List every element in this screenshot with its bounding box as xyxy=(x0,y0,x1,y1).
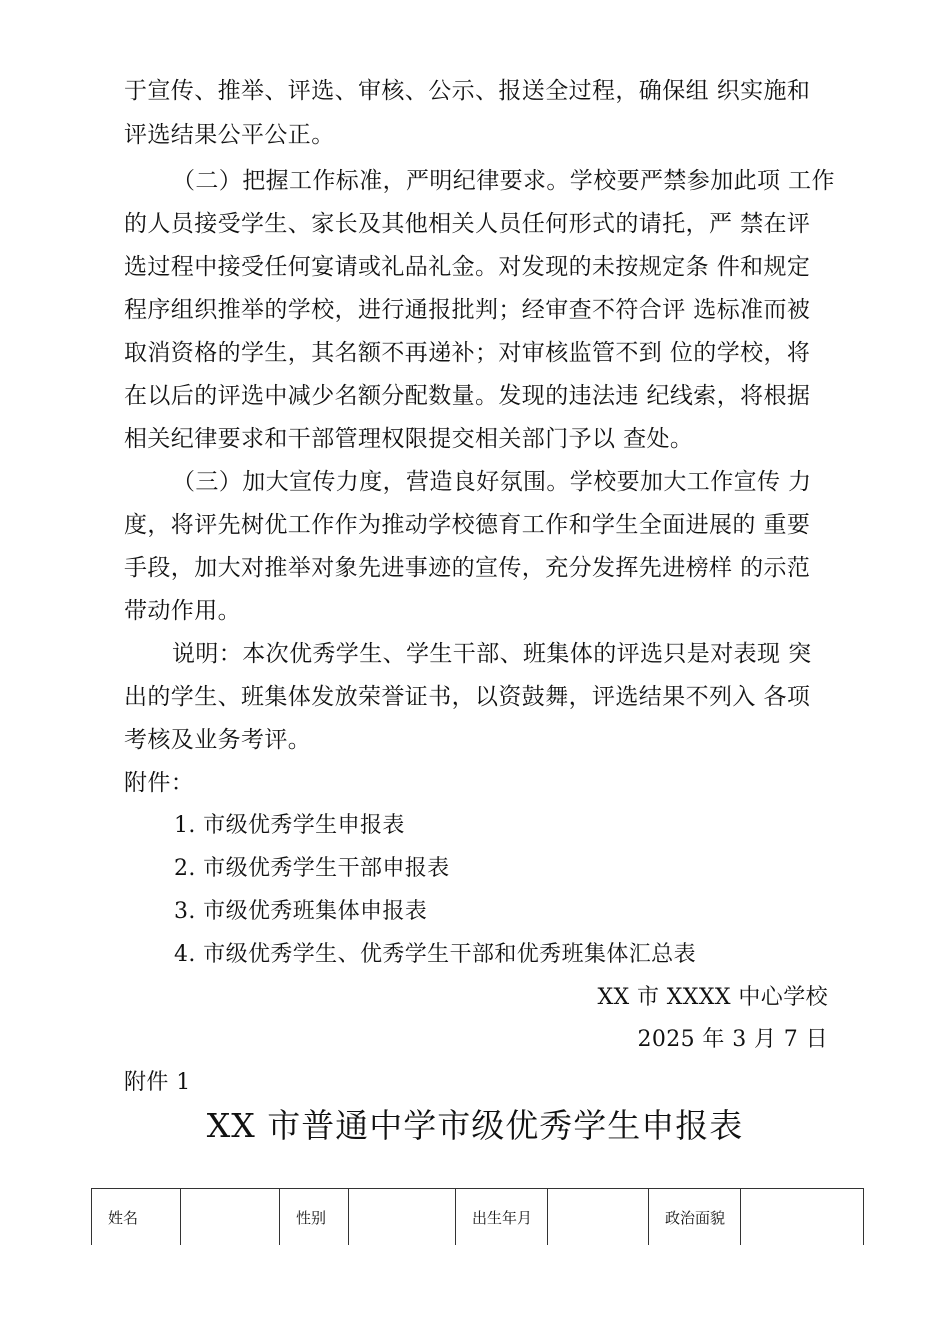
body-line-2: 评选结果公平公正。 xyxy=(124,122,335,148)
body-line-8: 在以后的评选中减少名额分配数量。发现的违法违 纪线索，将根据 xyxy=(124,383,811,409)
attachments-heading: 附件： xyxy=(124,770,195,796)
signature-org: XX 市 XXXX 中心学校 xyxy=(597,985,828,1010)
body-line-4: 的人员接受学生、家长及其他相关人员任何形式的请托，严 禁在评 xyxy=(124,211,811,237)
signature-date: 2025 年 3 月 7 日 xyxy=(637,1027,828,1052)
form-title: XX 市普通中学市级优秀学生申报表 xyxy=(206,1106,744,1145)
body-line-1: 于宣传、推举、评选、审核、公示、报送全过程，确保组 织实施和 xyxy=(124,78,811,104)
table-row xyxy=(92,1189,864,1246)
body-line-9: 相关纪律要求和干部管理权限提交相关部门予以 查处。 xyxy=(124,426,694,452)
body-line-12: 手段，加大对推举对象先进事迹的宣传，充分发挥先进榜样 的示范 xyxy=(124,555,811,581)
body-line-6: 程序组织推举的学校，进行通报批判；经审查不符合评 选标准而被 xyxy=(124,297,811,323)
body-line-13: 带动作用。 xyxy=(124,598,241,624)
body-line-11: 度，将评先树优工作作为推动学校德育工作和学生全面进展的 重要 xyxy=(124,512,811,538)
value-birth-date xyxy=(548,1189,649,1246)
attachment-item-2: 2. 市级优秀学生干部申报表 xyxy=(174,856,450,881)
value-name xyxy=(181,1189,280,1246)
attachment-item-3: 3. 市级优秀班集体申报表 xyxy=(174,899,428,924)
label-birth-date: 出生年月 xyxy=(456,1189,548,1246)
body-line-16: 考核及业务考评。 xyxy=(124,727,312,753)
body-line-10: （三）加大宣传力度，营造良好氛围。学校要加大工作宣传 力 xyxy=(172,469,812,495)
body-line-5: 选过程中接受任何宴请或礼品礼金。对发现的未按规定条 件和规定 xyxy=(124,254,811,280)
value-gender xyxy=(349,1189,456,1246)
body-line-14: 说明：本次优秀学生、学生干部、班集体的评选只是对表现 突 xyxy=(172,641,812,667)
attachment-item-1: 1. 市级优秀学生申报表 xyxy=(174,813,405,838)
body-line-7: 取消资格的学生，其名额不再递补；对审核监管不到 位的学校，将 xyxy=(124,340,811,366)
annex-label: 附件 1 xyxy=(124,1070,191,1095)
value-political-status xyxy=(741,1189,864,1246)
body-line-15: 出的学生、班集体发放荣誉证书，以资鼓舞，评选结果不列入 各项 xyxy=(124,684,811,710)
body-line-3: （二）把握工作标准，严明纪律要求。学校要严禁参加此项 工作 xyxy=(172,168,835,194)
application-form-table xyxy=(91,1188,864,1245)
label-gender: 性别 xyxy=(280,1189,349,1246)
label-name: 姓名 xyxy=(92,1189,181,1246)
label-political-status: 政治面貌 xyxy=(649,1189,741,1246)
attachment-item-4: 4. 市级优秀学生、优秀学生干部和优秀班集体汇总表 xyxy=(174,942,696,967)
